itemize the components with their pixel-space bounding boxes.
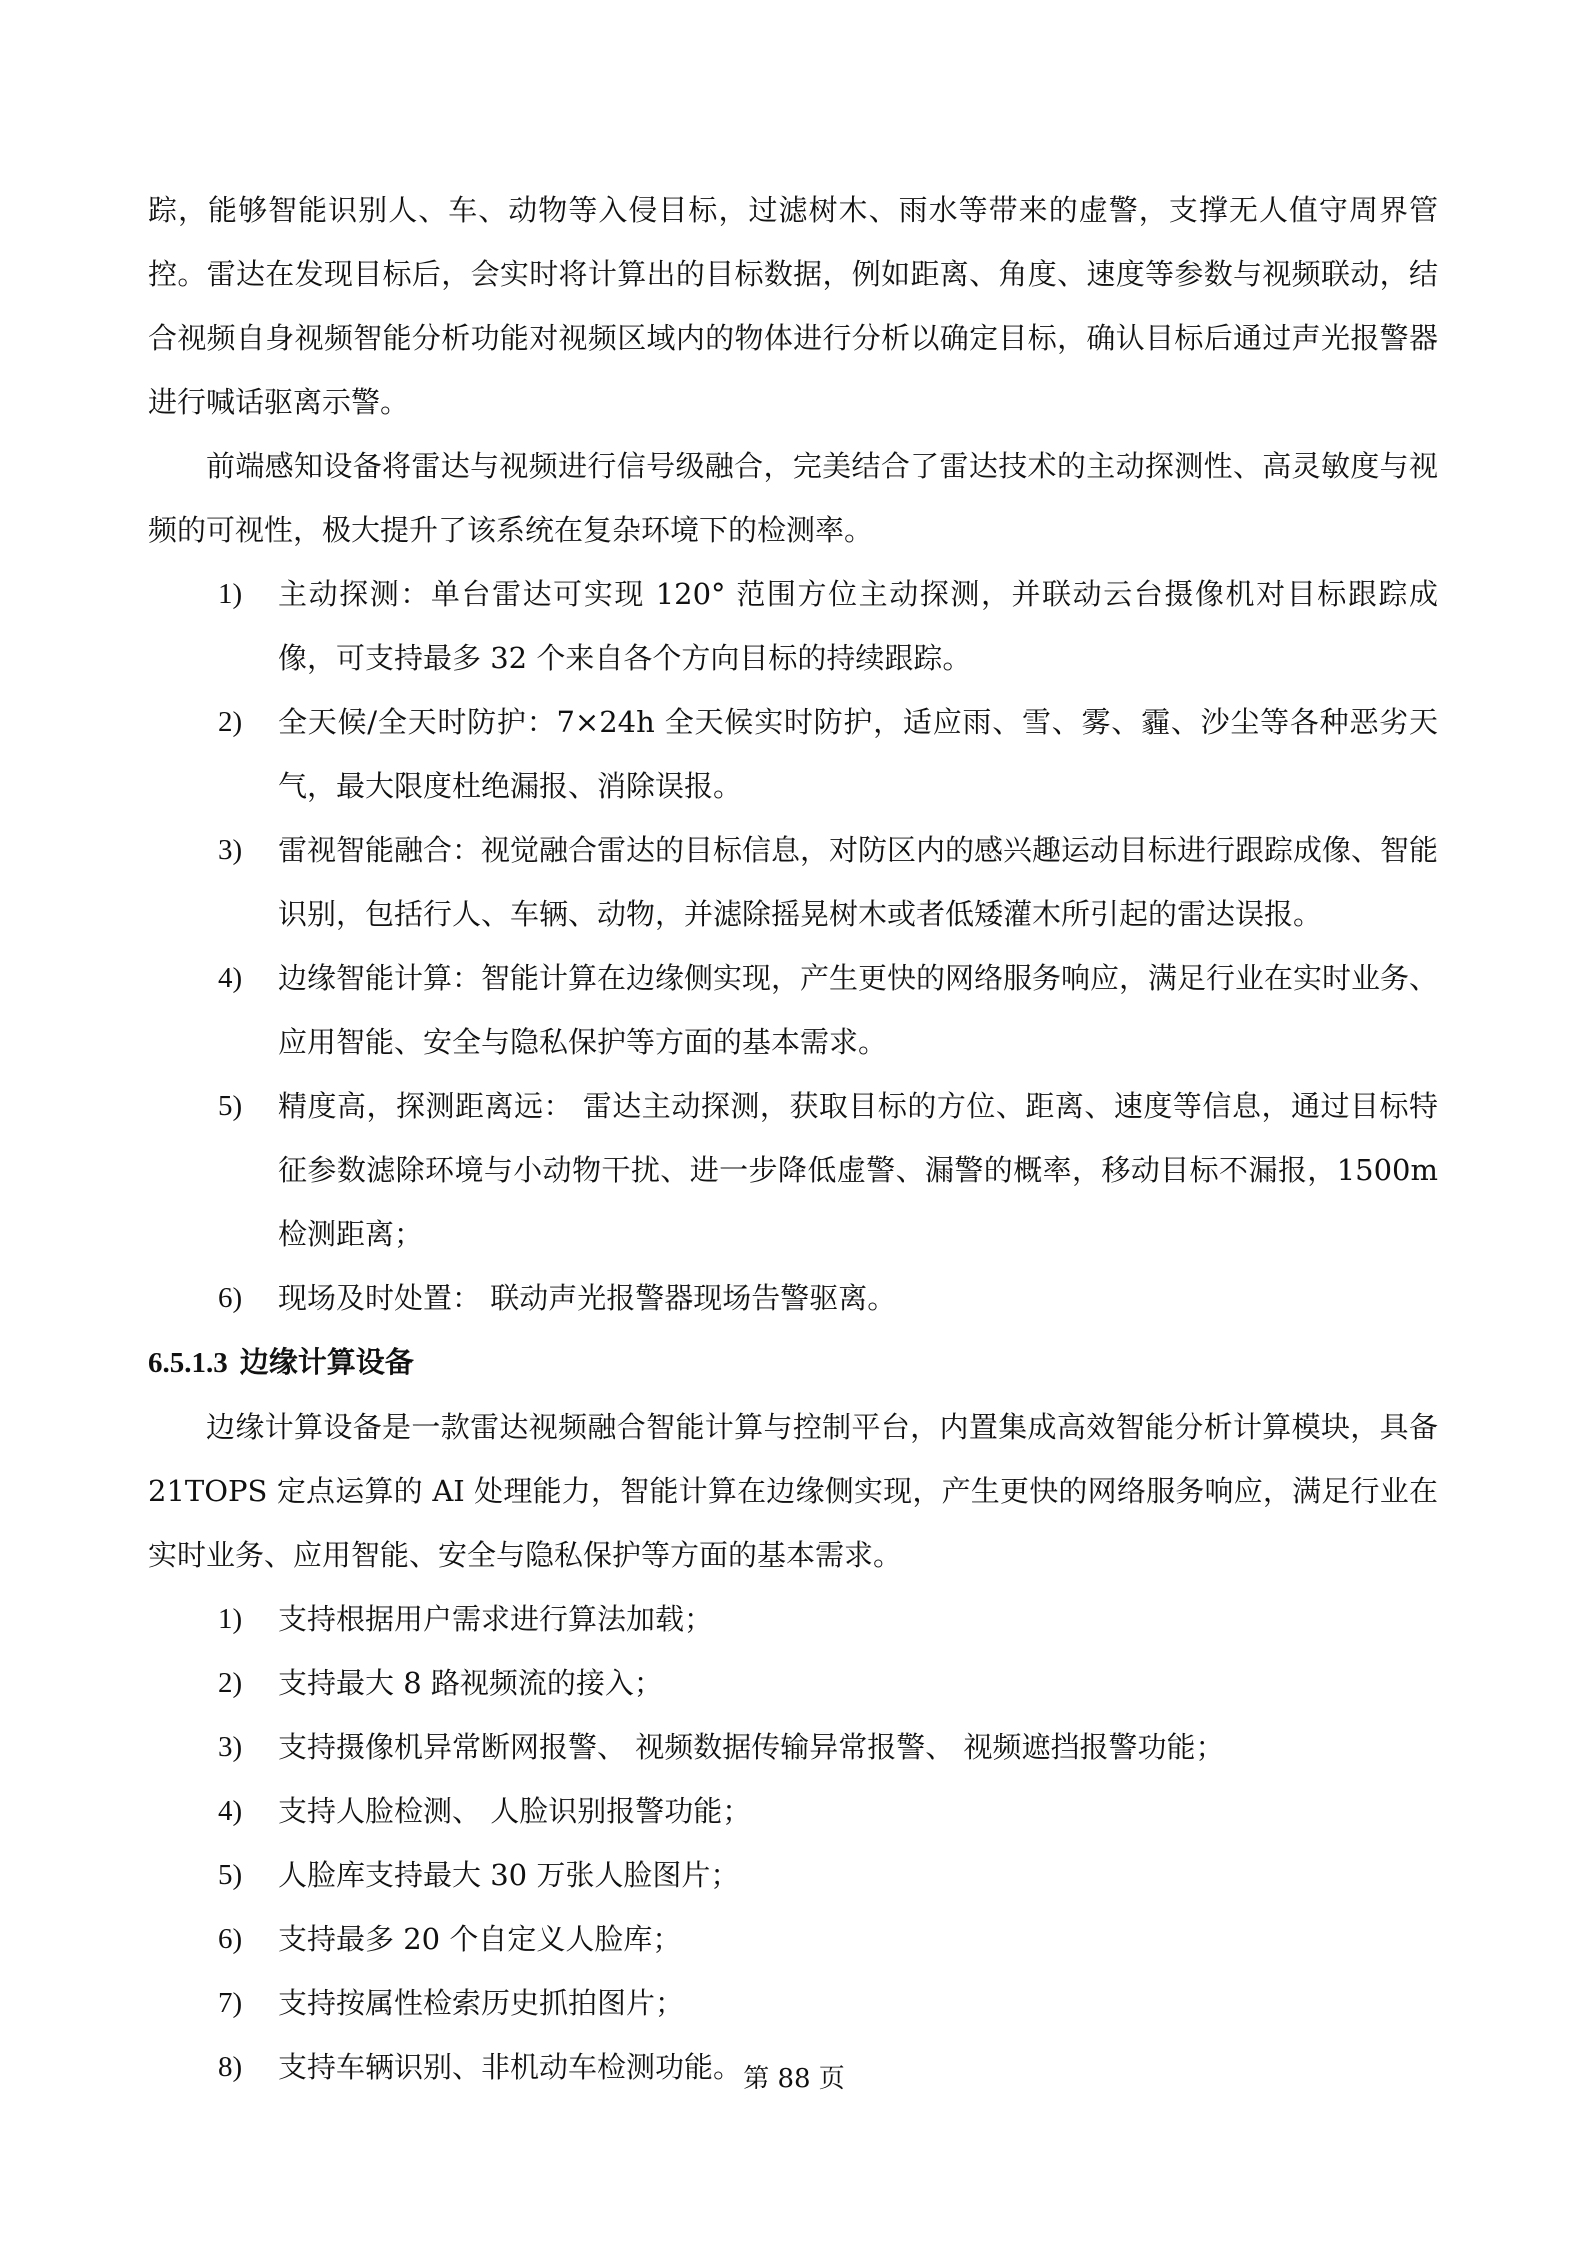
list-item [148,818,1438,946]
list-item-number: 6) [218,1282,243,1314]
list-item-number: 4) [218,1795,243,1827]
section-number: 6.5.1.3 [148,1347,228,1379]
list-item-number: 4) [218,962,243,994]
section-heading [148,1330,1438,1395]
intro-paragraph-2: 前端感知设备将雷达与视频进行信号级融合，完美结合了雷达技术的主动探测性、高灵敏度与视频的可视性，极大提升了该系统在复杂环境下的检测率。 [148,449,1438,547]
list-item-number: 1) [218,1603,243,1635]
list-item-text: 雷视智能融合：视觉融合雷达的目标信息，对防区内的感兴趣运动目标进行跟踪成像、智能识别，包括行人、车辆、动物，并滤除摇晃树木或者低矮灌木所引起的雷达误报。 [278,833,1439,931]
list-item-number: 3) [218,834,243,866]
list-item-text: 支持摄像机异常断网报警、 视频数据传输异常报警、 视频遮挡报警功能； [278,1730,1225,1764]
list-item-number: 6) [218,1923,243,1955]
list-item-text: 现场及时处置： 联动声光报警器现场告警驱离。 [278,1281,897,1315]
list-item-number: 5) [218,1859,243,1891]
list-item [148,1651,1438,1715]
list-item-text: 精度高，探测距离远： 雷达主动探测，获取目标的方位、距离、速度等信息，通过目标特征参数滤除环境与小动物干扰、进一步降低虚警、漏警的概率，移动目标不漏报，1500m 检测距离； [278,1089,1438,1251]
list-item-text: 支持按属性检索历史抓拍图片； [278,1986,685,2020]
list-item-number: 2) [218,1667,243,1699]
list-item-text: 支持车辆识别、非机动车检测功能。 [278,2050,743,2084]
list-item-text: 人脸库支持最大 30 万张人脸图片； [278,1858,740,1892]
capability-list [148,1587,1438,2099]
list-item [148,690,1438,818]
list-item-number: 5) [218,1090,243,1122]
list-item [148,1971,1438,2035]
list-item-number: 8) [218,2051,243,2083]
page-number: 第 88 页 [743,2064,845,2094]
section-paragraph: 边缘计算设备是一款雷达视频融合智能计算与控制平台，内置集成高效智能分析计算模块，具备 21TOPS 定点运算的 AI 处理能力，智能计算在边缘侧实现，产生更快的网络服务响应，满足行业在实时业务、应用智能、安全与隐私保护等方面的基本需求。 [148,1410,1438,1572]
list-item [148,1715,1438,1779]
intro-paragraph-1: 踪，能够智能识别人、车、动物等入侵目标，过滤树木、雨水等带来的虚警，支撑无人值守周界管控。雷达在发现目标后，会实时将计算出的目标数据，例如距离、角度、速度等参数与视频联动，结合视频自身视频智能分析功能对视频区域内的物体进行分析以确定目标，确认目标后通过声光报警器进行喊话驱离示警。 [148,193,1438,419]
list-item-text: 全天候/全天时防护：7×24h 全天候实时防护，适应雨、雪、雾、霾、沙尘等各种恶劣天气，最大限度杜绝漏报、消除误报。 [278,705,1438,803]
list-item-text: 支持人脸检测、 人脸识别报警功能； [278,1794,752,1828]
feature-list [148,562,1438,1330]
list-item [148,1779,1438,1843]
list-item-text: 支持最多 20 个自定义人脸库； [278,1922,682,1956]
list-item [148,1843,1438,1907]
list-item-number: 1) [218,578,243,610]
list-item [148,1907,1438,1971]
page-content [148,178,1438,2099]
list-item-text: 支持最大 8 路视频流的接入； [278,1666,663,1700]
list-item [148,1074,1438,1266]
list-item-text: 主动探测：单台雷达可实现 120° 范围方位主动探测，并联动云台摄像机对目标跟踪成像，可支持最多 32 个来自各个方向目标的持续跟踪。 [278,577,1438,675]
list-item-number: 3) [218,1731,243,1763]
list-item-text: 支持根据用户需求进行算法加载； [278,1602,714,1636]
list-item-text: 边缘智能计算：智能计算在边缘侧实现，产生更快的网络服务响应，满足行业在实时业务、应用智能、安全与隐私保护等方面的基本需求。 [278,961,1439,1059]
list-item-number: 7) [218,1987,243,2019]
list-item [148,946,1438,1074]
section-title: 边缘计算设备 [239,1345,414,1379]
list-item-number: 2) [218,706,243,738]
list-item [148,562,1438,690]
list-item [148,1266,1438,1330]
list-item [148,1587,1438,1651]
